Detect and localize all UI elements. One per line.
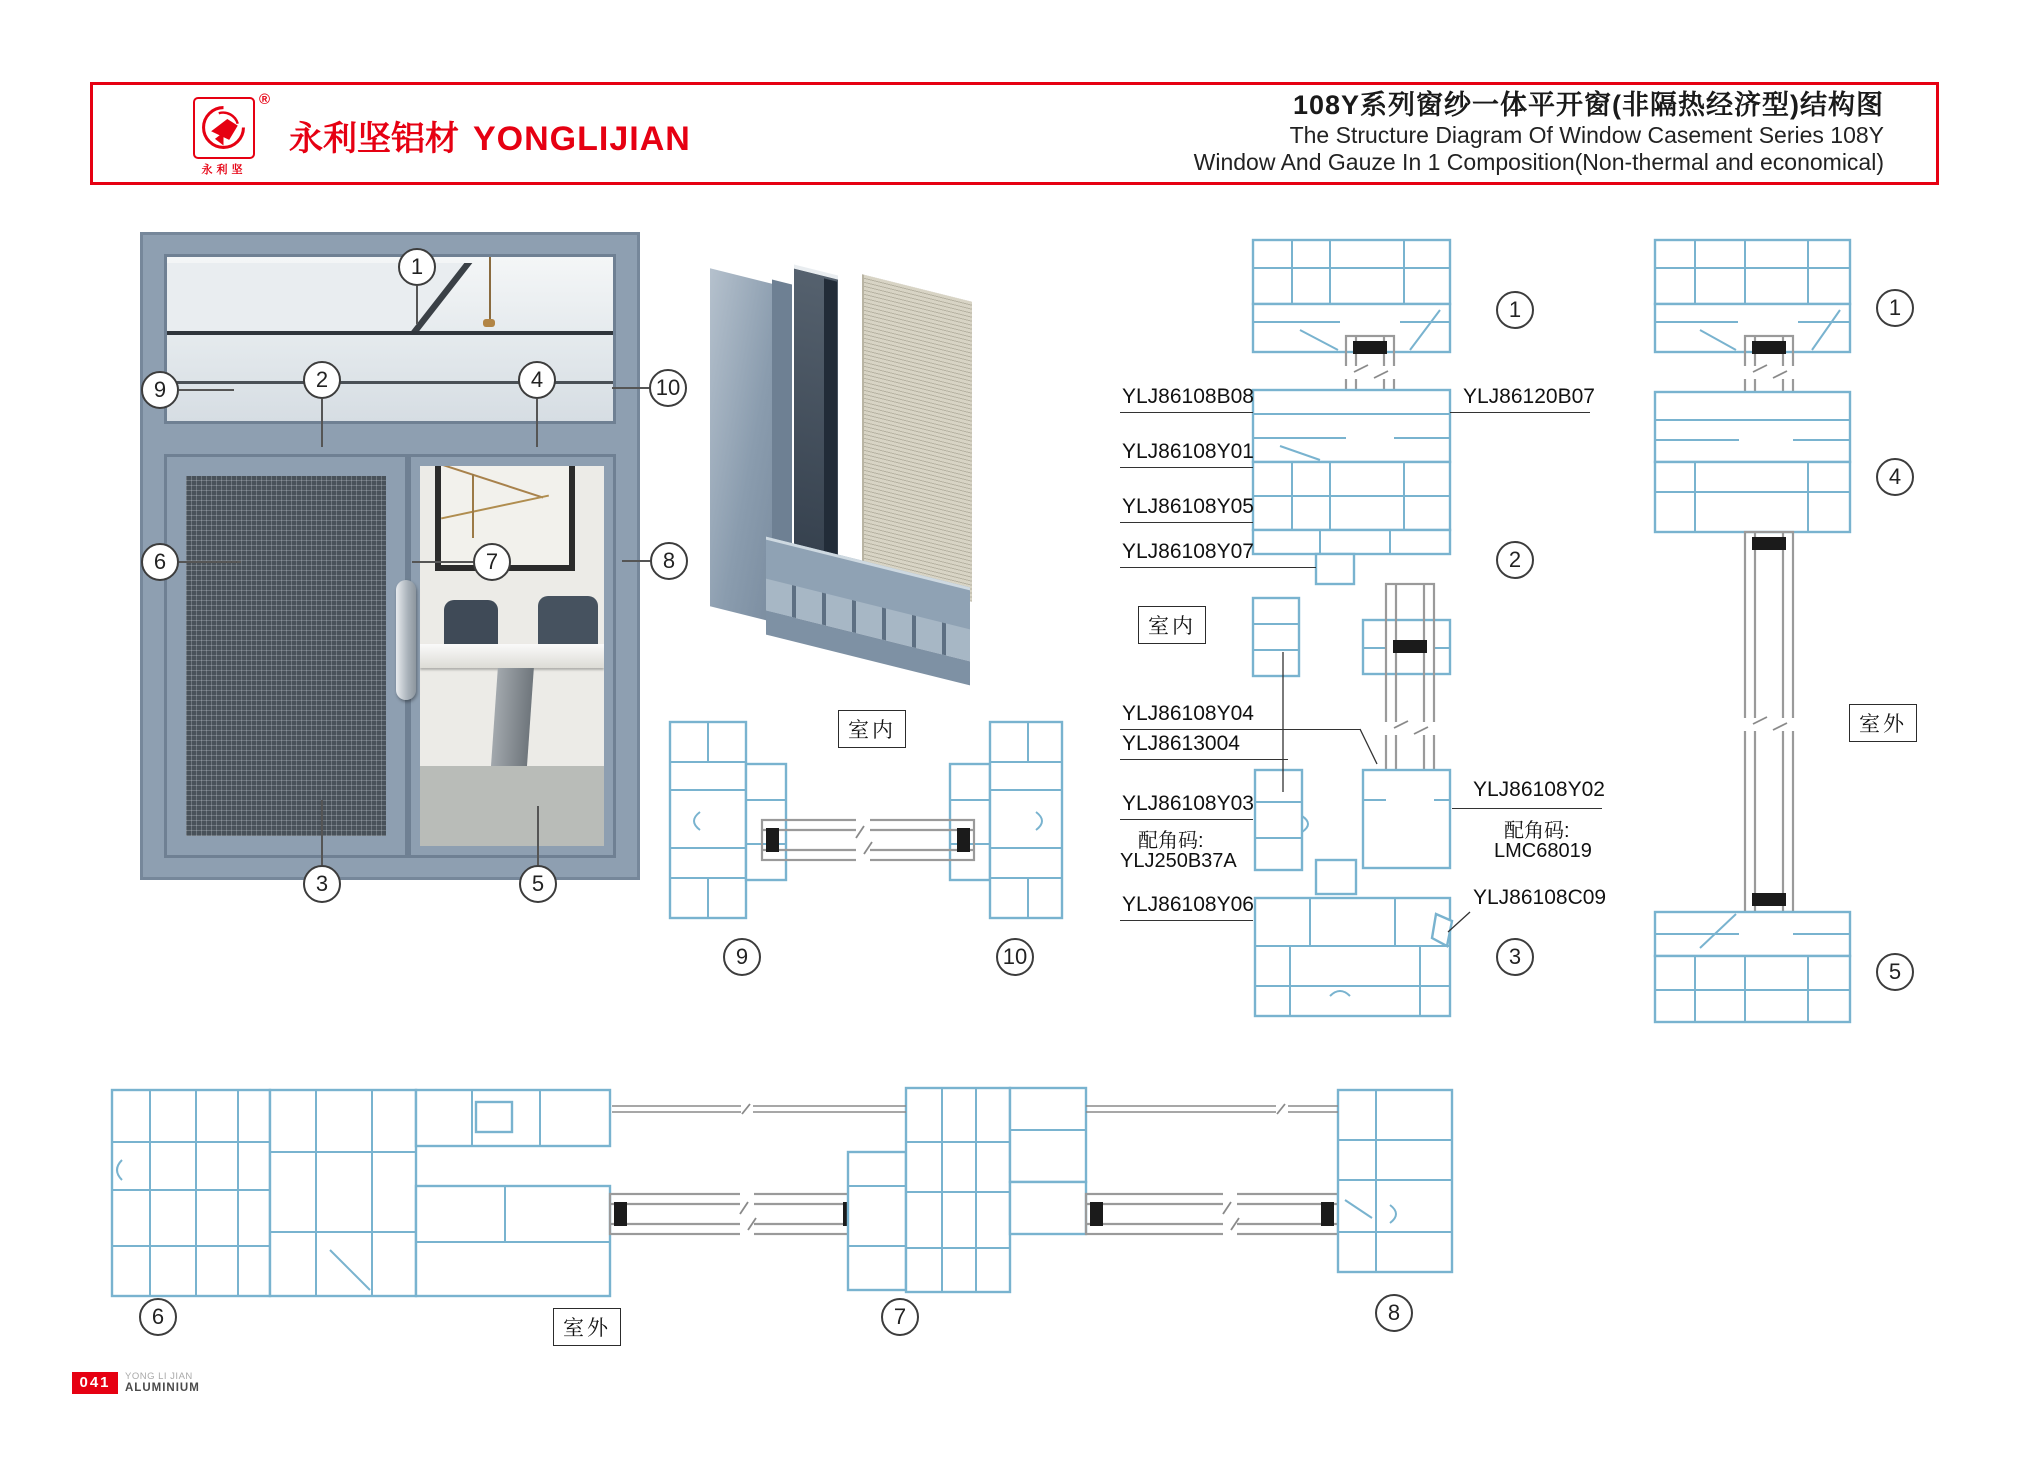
callout-8: 8: [650, 542, 688, 580]
brand-logo: [193, 97, 255, 159]
corner-code: YLJ250B37A: [1120, 850, 1237, 872]
interior-scene: [420, 466, 604, 846]
label-line: [1120, 412, 1253, 413]
section-callout-3: 3: [1496, 938, 1534, 976]
callout-7: 7: [473, 543, 511, 581]
label-line: [1450, 412, 1590, 413]
header: [90, 82, 1939, 185]
corner-code-title: 配角码:: [1138, 830, 1204, 852]
footer-brand-line2: ALUMINIUM: [125, 1382, 200, 1394]
footer-brand-line1: YONG LI JIAN: [125, 1371, 193, 1382]
insect-mesh: [186, 476, 386, 836]
callout-9: 9: [141, 371, 179, 409]
callout-4: 4: [518, 361, 556, 399]
logo-caption: 永利坚: [201, 164, 247, 176]
corner-code: LMC68019: [1494, 840, 1592, 862]
part-label: YLJ86108Y04: [1122, 702, 1254, 725]
label-line: [1120, 467, 1253, 468]
part-label: YLJ86108Y06: [1122, 893, 1254, 916]
title-english-2: Window And Gauze In 1 Composition(Non-thermal and economical): [1193, 148, 1884, 175]
section-callout-2: 2: [1496, 541, 1534, 579]
part-label: YLJ86108Y01: [1122, 440, 1254, 463]
part-label: YLJ86108Y05: [1122, 495, 1254, 518]
section-callout-6: 6: [139, 1298, 177, 1336]
gauze-sash: [164, 454, 408, 858]
render-glass-pane: [824, 278, 837, 593]
render-mesh-panel: [862, 274, 972, 601]
label-line: [1120, 759, 1288, 760]
leader-line: [321, 399, 323, 447]
section-1-4-5: [1655, 240, 1850, 1022]
label-line: [1120, 729, 1360, 730]
leader-line: [412, 561, 473, 563]
title-english-1: The Structure Diagram Of Window Casement Series 108Y: [1289, 121, 1884, 148]
registered-mark: ®: [259, 91, 271, 108]
section-callout-7: 7: [881, 1298, 919, 1336]
chandelier-rod: [472, 474, 474, 538]
dining-chair: [444, 600, 498, 648]
pendant-light: [489, 257, 491, 321]
brand-en: YONGLIJIAN: [473, 120, 691, 158]
leader-line: [416, 286, 418, 324]
dining-table: [420, 644, 604, 668]
label-line: [1120, 567, 1316, 568]
label-line: [1120, 522, 1253, 523]
section-callout-8: 8: [1375, 1294, 1413, 1332]
brand-cn: 永利坚铝材: [289, 120, 459, 158]
brand-name: [289, 111, 691, 160]
section-6-7-8: [112, 1088, 1452, 1296]
section-callout-10: 10: [996, 938, 1034, 976]
label-line: [1120, 920, 1253, 921]
part-label: YLJ86108B08: [1122, 385, 1254, 408]
dragon-logo-icon: [195, 99, 252, 156]
part-label: YLJ86120B07: [1463, 385, 1595, 408]
section-1-2-3: [1253, 240, 1470, 1016]
title-chinese: 108Y系列窗纱一体平开窗(非隔热经济型)结构图: [1292, 90, 1884, 120]
part-label: YLJ86108Y07: [1122, 540, 1254, 563]
label-line: [1120, 819, 1253, 820]
leader-line: [622, 560, 650, 562]
ceiling-line: [167, 331, 613, 335]
callout-5: 5: [519, 865, 557, 903]
floor: [420, 766, 604, 846]
outdoor-label: 室外: [553, 1308, 621, 1346]
callout-10: 10: [649, 369, 687, 407]
profile-corner-3d-render: [710, 272, 972, 650]
leader-line: [536, 399, 538, 447]
callout-1: 1: [398, 248, 436, 286]
page-number-badge: 041: [72, 1372, 118, 1394]
window-handle: [396, 580, 416, 700]
transom-glass: [164, 254, 616, 424]
leader-line: [179, 561, 241, 563]
window-product-photo: [140, 232, 640, 880]
leader-line: [179, 389, 234, 391]
callout-3: 3: [303, 865, 341, 903]
page-title: [1194, 90, 1884, 176]
leader-line: [612, 387, 649, 389]
leader-line: [321, 800, 323, 865]
section-callout-9: 9: [723, 938, 761, 976]
label-line: [1452, 808, 1602, 809]
section-callout-1: 1: [1496, 291, 1534, 329]
table-leg: [490, 668, 534, 778]
section-callout-5: 5: [1876, 953, 1914, 991]
section-9-10: [670, 722, 1062, 918]
callout-6: 6: [141, 543, 179, 581]
indoor-label: 室内: [838, 710, 906, 748]
indoor-label: 室内: [1138, 606, 1206, 644]
glass-sash: [408, 454, 616, 858]
corner-code-title: 配角码:: [1504, 820, 1570, 842]
leader-line: [537, 806, 539, 865]
outdoor-label: 室外: [1849, 704, 1917, 742]
part-label: YLJ86108Y02: [1473, 778, 1605, 801]
part-label: YLJ86108C09: [1473, 886, 1607, 909]
callout-2: 2: [303, 361, 341, 399]
render-frame-member: [710, 268, 772, 621]
section-callout-1b: 1: [1876, 289, 1914, 327]
part-label: YLJ86108Y03: [1122, 792, 1254, 815]
section-callout-4: 4: [1876, 458, 1914, 496]
part-label: YLJ8613004: [1122, 732, 1240, 755]
pendant-light-shade: [483, 319, 495, 327]
dining-chair: [538, 596, 598, 648]
